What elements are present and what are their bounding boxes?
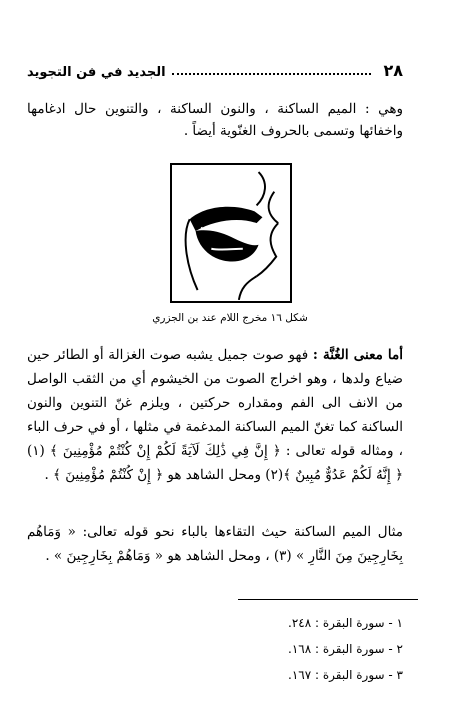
page-header [27, 58, 403, 80]
footnote-item: ٣ - سورة البقرة : ١٦٧. [288, 668, 403, 682]
header-dotted-leader [172, 73, 372, 75]
footnote-item: ٢ - سورة البقرة : ١٦٨. [288, 642, 403, 656]
paragraph-example: مثال الميم الساكنة حيث التقاءها بالباء نحو قوله تعالى: « وَمَاهُم بِخَارِجِينَ مِنَ النَّارِ » (٣) ، ومحل الشاهد هو « وَمَاهُمْ بِخَارِجِينَ » . [27, 524, 403, 564]
footnote-divider [238, 599, 418, 600]
ghunna-body: فهو صوت جميل يشبه صوت الغزالة أو الطائر حين ضياع ولدها ، وهو اخراج الصوت من الخيشوم أي من الثقب الواصل من الانف الى الفم ومقداره حركتين ، ويلزم غنّ التنوين والنون الساكنة كما تغنّ الميم الساكنة المدغمة في مثلها ، أو في حرف الباء ، ومثاله قوله تعالى : ﴿ إِنَّ فِي ذَٰلِكَ لَآيَةً لَكُمْ إِنْ كُنْتُمْ مُؤْمِنِينَ ﴾ (١) ﴿ إِنَّهُ لَكُمْ عَدُوٌّ مُبِينٌ ﴾(٢) ومحل الشاهد هو ﴿ إِنْ كُنْتُمْ مُؤْمِنِينَ ﴾ . [27, 347, 403, 483]
book-title: الجديد في فن التجويد [27, 65, 166, 80]
mouth-illustration [172, 165, 290, 301]
page-number: ٢٨ [383, 61, 403, 80]
footnotes [200, 610, 403, 688]
paragraph-ghunna [27, 343, 403, 487]
figure-mouth-diagram [170, 163, 292, 303]
footnote-item: ١ - سورة البقرة : ٢٤٨. [288, 616, 403, 630]
figure-caption: شكل ١٦ مخرج اللام عند بن الجزري [152, 312, 308, 324]
paragraph-intro: وهي : الميم الساكنة ، والنون الساكنة ، والتنوين حال ادغامها واخفائها وتسمى بالحروف الغنّوية أيضاً . [27, 101, 403, 139]
ghunna-heading: أما معنى الغُنَّة : [312, 347, 404, 363]
